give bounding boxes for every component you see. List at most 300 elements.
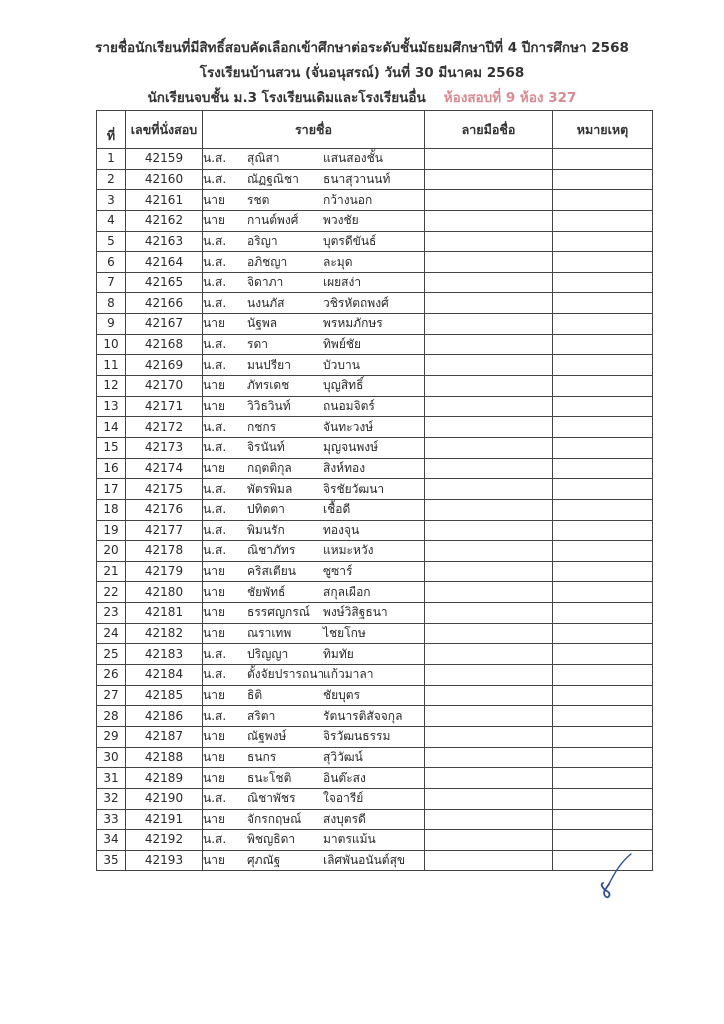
table-row [97, 830, 653, 851]
signature-cell[interactable] [425, 479, 553, 500]
first-name: ณราเทพ [247, 626, 292, 641]
table-row [97, 210, 653, 231]
signature-cell[interactable] [425, 458, 553, 479]
row-number: 33 [97, 809, 126, 830]
table-row [97, 644, 653, 665]
last-name: ละมุด [323, 254, 353, 269]
table-row [97, 726, 653, 747]
name-prefix: น.ส. [203, 275, 227, 290]
remarks-cell[interactable] [553, 272, 653, 293]
name-prefix: นาย [203, 378, 225, 393]
column-header-name: รายชื่อ [203, 111, 425, 149]
signature-cell[interactable] [425, 830, 553, 851]
student-name [203, 210, 425, 231]
name-prefix: น.ส. [203, 254, 227, 269]
signature-cell[interactable] [425, 231, 553, 252]
remarks-cell[interactable] [553, 169, 653, 190]
student-name [203, 437, 425, 458]
student-name [203, 603, 425, 624]
table-row [97, 768, 653, 789]
last-name: สิงห์ทอง [323, 460, 366, 475]
remarks-cell[interactable] [553, 252, 653, 273]
name-prefix: น.ส. [203, 295, 227, 310]
student-name [203, 747, 425, 768]
remarks-cell[interactable] [553, 768, 653, 789]
remarks-cell[interactable] [553, 458, 653, 479]
name-prefix: นาย [203, 460, 225, 475]
student-name [203, 252, 425, 273]
table-row [97, 665, 653, 686]
row-number: 15 [97, 437, 126, 458]
row-number: 1 [97, 149, 126, 170]
student-name [203, 231, 425, 252]
first-name: พิชญธิดา [247, 832, 296, 847]
student-name [203, 396, 425, 417]
signature-cell[interactable] [425, 437, 553, 458]
table-row [97, 437, 653, 458]
student-name [203, 190, 425, 211]
table-row [97, 314, 653, 335]
first-name: รดา [247, 337, 268, 352]
school-and-date: โรงเรียนบ้านสวน (จั่นอนุสรณ์) วันที่ 30 มีนาคม 2568 [199, 65, 525, 81]
seat-number: 42179 [126, 561, 203, 582]
last-name: เชื้อดี [323, 502, 351, 517]
remarks-cell[interactable] [553, 809, 653, 830]
seat-number: 42183 [126, 644, 203, 665]
row-number: 2 [97, 169, 126, 190]
seat-number: 42160 [126, 169, 203, 190]
seat-number: 42173 [126, 437, 203, 458]
signature-cell[interactable] [425, 623, 553, 644]
first-name: ปทิตตา [247, 502, 285, 517]
last-name: รัตนารติสัจจกุล [323, 708, 403, 723]
student-name [203, 665, 425, 686]
seat-number: 42189 [126, 768, 203, 789]
remarks-cell[interactable] [553, 788, 653, 809]
seat-number: 42168 [126, 334, 203, 355]
last-name: เลิศพันอนันต์สุข [323, 853, 406, 868]
seat-number: 42193 [126, 850, 203, 871]
first-name: วิวิธวินท์ [247, 399, 291, 413]
last-name: พวงชัย [323, 213, 359, 228]
first-name: อริญา [247, 233, 278, 248]
seat-number: 42159 [126, 149, 203, 170]
table-row [97, 850, 653, 871]
table-row [97, 809, 653, 830]
signature-cell[interactable] [425, 396, 553, 417]
remarks-cell[interactable] [553, 726, 653, 747]
student-name [203, 293, 425, 314]
last-name: มุญจนพงษ์ [323, 440, 379, 455]
column-header-seat-number: เลขที่นั่งสอบ [126, 111, 203, 149]
remarks-cell[interactable] [553, 685, 653, 706]
seat-number: 42192 [126, 830, 203, 851]
row-number: 13 [97, 396, 126, 417]
remarks-cell[interactable] [553, 334, 653, 355]
last-name: แก้วมาลา [323, 667, 374, 682]
row-number: 16 [97, 458, 126, 479]
name-prefix: นาย [203, 399, 225, 413]
row-number: 3 [97, 190, 126, 211]
table-row [97, 252, 653, 273]
remarks-cell[interactable] [553, 582, 653, 603]
row-number: 35 [97, 850, 126, 871]
student-name [203, 272, 425, 293]
remarks-cell[interactable] [553, 747, 653, 768]
name-prefix: นาย [203, 192, 225, 207]
student-name [203, 541, 425, 562]
row-number: 10 [97, 334, 126, 355]
remarks-cell[interactable] [553, 541, 653, 562]
seat-number: 42181 [126, 603, 203, 624]
name-prefix: นาย [203, 626, 225, 641]
first-name: ภัทรเดช [247, 378, 290, 393]
table-row [97, 169, 653, 190]
last-name: ถนอมจิตร์ [323, 399, 375, 413]
first-name: ธรรศญกรณ์ [247, 605, 310, 620]
first-name: กชกร [247, 419, 277, 434]
first-name: ณิชาพัชร [247, 791, 296, 806]
first-name: รชต [247, 192, 270, 207]
signature-cell[interactable] [425, 334, 553, 355]
name-prefix: น.ส. [203, 522, 227, 537]
first-name: กฤตติกุล [247, 460, 292, 475]
name-prefix: นาย [203, 584, 225, 599]
signature-cell[interactable] [425, 355, 553, 376]
row-number: 23 [97, 603, 126, 624]
row-number: 30 [97, 747, 126, 768]
row-number: 19 [97, 520, 126, 541]
signature-cell[interactable] [425, 499, 553, 520]
student-group: นักเรียนจบชั้น ม.3 โรงเรียนเดิมและโรงเรียนอื่น [147, 90, 426, 106]
name-prefix: นาย [203, 749, 225, 764]
row-number: 5 [97, 231, 126, 252]
seat-number: 42172 [126, 417, 203, 438]
table-row [97, 417, 653, 438]
remarks-cell[interactable] [553, 376, 653, 397]
row-number: 32 [97, 788, 126, 809]
student-name [203, 623, 425, 644]
table-body [97, 149, 653, 871]
signature-cell[interactable] [425, 210, 553, 231]
exam-room: ห้องสอบที่ 9 ห้อง 327 [443, 90, 577, 106]
table-row [97, 149, 653, 170]
name-prefix: นาย [203, 853, 225, 868]
table-row [97, 334, 653, 355]
student-name [203, 685, 425, 706]
row-number: 22 [97, 582, 126, 603]
row-number: 25 [97, 644, 126, 665]
first-name: ณิชาภัทร [247, 543, 296, 558]
table-row [97, 190, 653, 211]
seat-number: 42177 [126, 520, 203, 541]
last-name: ชัยบุตร [323, 687, 361, 702]
first-name: อภิชญา [247, 254, 288, 269]
last-name: ใจอารีย์ [323, 791, 364, 806]
remarks-cell[interactable] [553, 706, 653, 727]
seat-number: 42187 [126, 726, 203, 747]
table-row [97, 561, 653, 582]
last-name: อินต๊ะสง [323, 770, 366, 785]
name-prefix: น.ส. [203, 481, 227, 496]
row-number: 20 [97, 541, 126, 562]
remarks-cell[interactable] [553, 355, 653, 376]
student-name [203, 561, 425, 582]
seat-number: 42166 [126, 293, 203, 314]
remarks-cell[interactable] [553, 190, 653, 211]
seat-number: 42185 [126, 685, 203, 706]
first-name: ธนะโชติ [247, 770, 292, 785]
table-row [97, 788, 653, 809]
last-name: มาตรแม้น [323, 832, 376, 847]
signature-cell[interactable] [425, 190, 553, 211]
name-prefix: น.ส. [203, 667, 227, 682]
seat-number: 42191 [126, 809, 203, 830]
row-number: 18 [97, 499, 126, 520]
remarks-cell[interactable] [553, 603, 653, 624]
signature-cell[interactable] [425, 768, 553, 789]
name-prefix: น.ส. [203, 337, 227, 352]
row-number: 24 [97, 623, 126, 644]
last-name: สุวิวัฒน์ [323, 749, 363, 764]
last-name: แสนสองชั้น [323, 151, 383, 166]
remarks-cell[interactable] [553, 396, 653, 417]
last-name: บุตรดีขันธ์ [323, 233, 377, 248]
student-name [203, 499, 425, 520]
seat-number: 42164 [126, 252, 203, 273]
first-name: สุณิสา [247, 151, 280, 166]
seat-number: 42165 [126, 272, 203, 293]
name-prefix: น.ส. [203, 357, 227, 372]
signature-cell[interactable] [425, 809, 553, 830]
seat-number: 42170 [126, 376, 203, 397]
first-name: พิมนรัก [247, 522, 285, 537]
last-name: ทิมทัย [323, 646, 354, 661]
name-prefix: น.ส. [203, 791, 227, 806]
student-name [203, 458, 425, 479]
table-row [97, 272, 653, 293]
table-row [97, 582, 653, 603]
signature-cell[interactable] [425, 747, 553, 768]
last-name: วชิรหัตถพงศ์ [323, 295, 389, 310]
signature-cell[interactable] [425, 149, 553, 170]
first-name: ปริญญา [247, 646, 289, 661]
name-prefix: น.ส. [203, 832, 227, 847]
seat-number: 42184 [126, 665, 203, 686]
student-name [203, 788, 425, 809]
signature-cell[interactable] [425, 376, 553, 397]
last-name: ทองจุน [323, 522, 360, 537]
table-row [97, 396, 653, 417]
table-row [97, 623, 653, 644]
column-header-number: ที่ [97, 111, 126, 149]
last-name: จันทะวงษ์ [323, 419, 374, 434]
row-number: 12 [97, 376, 126, 397]
first-name: ตั้งจัยปรารถนา [247, 667, 325, 682]
signature-cell[interactable] [425, 169, 553, 190]
first-name: คริสเตียน [247, 564, 296, 579]
first-name: ณัฏฐณิชา [247, 171, 299, 186]
name-prefix: น.ส. [203, 543, 227, 558]
signature-cell[interactable] [425, 417, 553, 438]
signature-cell[interactable] [425, 314, 553, 335]
remarks-cell[interactable] [553, 417, 653, 438]
signature-cell[interactable] [425, 788, 553, 809]
remarks-cell[interactable] [553, 499, 653, 520]
name-prefix: น.ส. [203, 502, 227, 517]
student-name [203, 768, 425, 789]
name-prefix: นาย [203, 316, 225, 331]
first-name: ศุภณัฐ [247, 853, 281, 868]
last-name: เผยสง่า [323, 275, 362, 290]
seat-number: 42171 [126, 396, 203, 417]
seat-number: 42182 [126, 623, 203, 644]
signature-cell[interactable] [425, 685, 553, 706]
student-name [203, 520, 425, 541]
first-name: นัฐพล [247, 316, 278, 331]
seat-number: 42174 [126, 458, 203, 479]
row-number: 29 [97, 726, 126, 747]
name-prefix: น.ส. [203, 151, 227, 166]
seat-number: 42163 [126, 231, 203, 252]
name-prefix: น.ส. [203, 233, 227, 248]
first-name: กานต์พงศ์ [247, 213, 299, 228]
seat-number: 42162 [126, 210, 203, 231]
first-name: ธนกร [247, 749, 277, 764]
last-name: พงษ์วิสิฐธนา [323, 605, 388, 620]
remarks-cell[interactable] [553, 623, 653, 644]
last-name: จิรวัฒนธรรม [323, 729, 391, 744]
name-prefix: นาย [203, 811, 225, 826]
signature-cell[interactable] [425, 726, 553, 747]
signature-cell[interactable] [425, 706, 553, 727]
name-prefix: นาย [203, 213, 225, 228]
first-name: สริตา [247, 708, 276, 723]
column-header-remarks: หมายเหตุ [553, 111, 653, 149]
exam-group-line [0, 86, 724, 108]
signature-cell[interactable] [425, 520, 553, 541]
first-name: ชัยพัทธ์ [247, 584, 286, 599]
seat-number: 42169 [126, 355, 203, 376]
name-prefix: นาย [203, 770, 225, 785]
table-row [97, 355, 653, 376]
first-name: นงนภัส [247, 295, 285, 310]
student-name [203, 644, 425, 665]
student-name [203, 376, 425, 397]
remarks-cell[interactable] [553, 210, 653, 231]
name-prefix: นาย [203, 564, 225, 579]
table-row [97, 747, 653, 768]
student-name [203, 706, 425, 727]
signature-cell[interactable] [425, 293, 553, 314]
name-prefix: นาย [203, 729, 225, 744]
row-number: 17 [97, 479, 126, 500]
student-name [203, 850, 425, 871]
student-name [203, 479, 425, 500]
row-number: 21 [97, 561, 126, 582]
seat-number: 42180 [126, 582, 203, 603]
first-name: พัตรพิมล [247, 481, 293, 496]
signature-cell[interactable] [425, 644, 553, 665]
row-number: 26 [97, 665, 126, 686]
row-number: 31 [97, 768, 126, 789]
signature-cell[interactable] [425, 665, 553, 686]
table-header-row [97, 111, 653, 149]
name-prefix: นาย [203, 605, 225, 620]
student-name [203, 314, 425, 335]
table-row [97, 706, 653, 727]
row-number: 34 [97, 830, 126, 851]
signature-cell[interactable] [425, 582, 553, 603]
row-number: 28 [97, 706, 126, 727]
table-row [97, 520, 653, 541]
remarks-cell[interactable] [553, 520, 653, 541]
first-name: มนปรียา [247, 357, 291, 372]
signature-cell[interactable] [425, 850, 553, 871]
first-name: จักรกฤษณ์ [247, 811, 302, 826]
signature-cell[interactable] [425, 272, 553, 293]
last-name: สกุลเผือก [323, 584, 371, 599]
signature-cell[interactable] [425, 561, 553, 582]
remarks-cell[interactable] [553, 293, 653, 314]
row-number: 8 [97, 293, 126, 314]
row-number: 27 [97, 685, 126, 706]
seat-number: 42190 [126, 788, 203, 809]
first-name: จิดาภา [247, 275, 284, 290]
last-name: ธนาสุวานนท์ [323, 171, 391, 186]
remarks-cell[interactable] [553, 149, 653, 170]
table-row [97, 499, 653, 520]
signature-cell[interactable] [425, 252, 553, 273]
student-name [203, 830, 425, 851]
remarks-cell[interactable] [553, 665, 653, 686]
table-row [97, 376, 653, 397]
name-prefix: นาย [203, 687, 225, 702]
remarks-cell[interactable] [553, 644, 653, 665]
name-prefix: น.ส. [203, 646, 227, 661]
last-name: กว้างนอก [323, 192, 373, 207]
student-name [203, 334, 425, 355]
remarks-cell[interactable] [553, 437, 653, 458]
student-name [203, 169, 425, 190]
row-number: 14 [97, 417, 126, 438]
table-row [97, 231, 653, 252]
student-name [203, 355, 425, 376]
column-header-signature: ลายมือชื่อ [425, 111, 553, 149]
seat-number: 42186 [126, 706, 203, 727]
table-row [97, 479, 653, 500]
row-number: 7 [97, 272, 126, 293]
seat-number: 42176 [126, 499, 203, 520]
name-prefix: น.ส. [203, 171, 227, 186]
seat-number: 42175 [126, 479, 203, 500]
student-name [203, 417, 425, 438]
seat-number: 42167 [126, 314, 203, 335]
name-prefix: น.ส. [203, 419, 227, 434]
first-name: ธิติ [247, 687, 263, 702]
handwritten-mark-icon [585, 848, 645, 908]
remarks-cell[interactable] [553, 479, 653, 500]
signature-cell[interactable] [425, 603, 553, 624]
student-name [203, 149, 425, 170]
table-row [97, 458, 653, 479]
signature-cell[interactable] [425, 541, 553, 562]
remarks-cell[interactable] [553, 231, 653, 252]
remarks-cell[interactable] [553, 561, 653, 582]
table-row [97, 685, 653, 706]
last-name: บัวบาน [323, 357, 360, 372]
remarks-cell[interactable] [553, 314, 653, 335]
